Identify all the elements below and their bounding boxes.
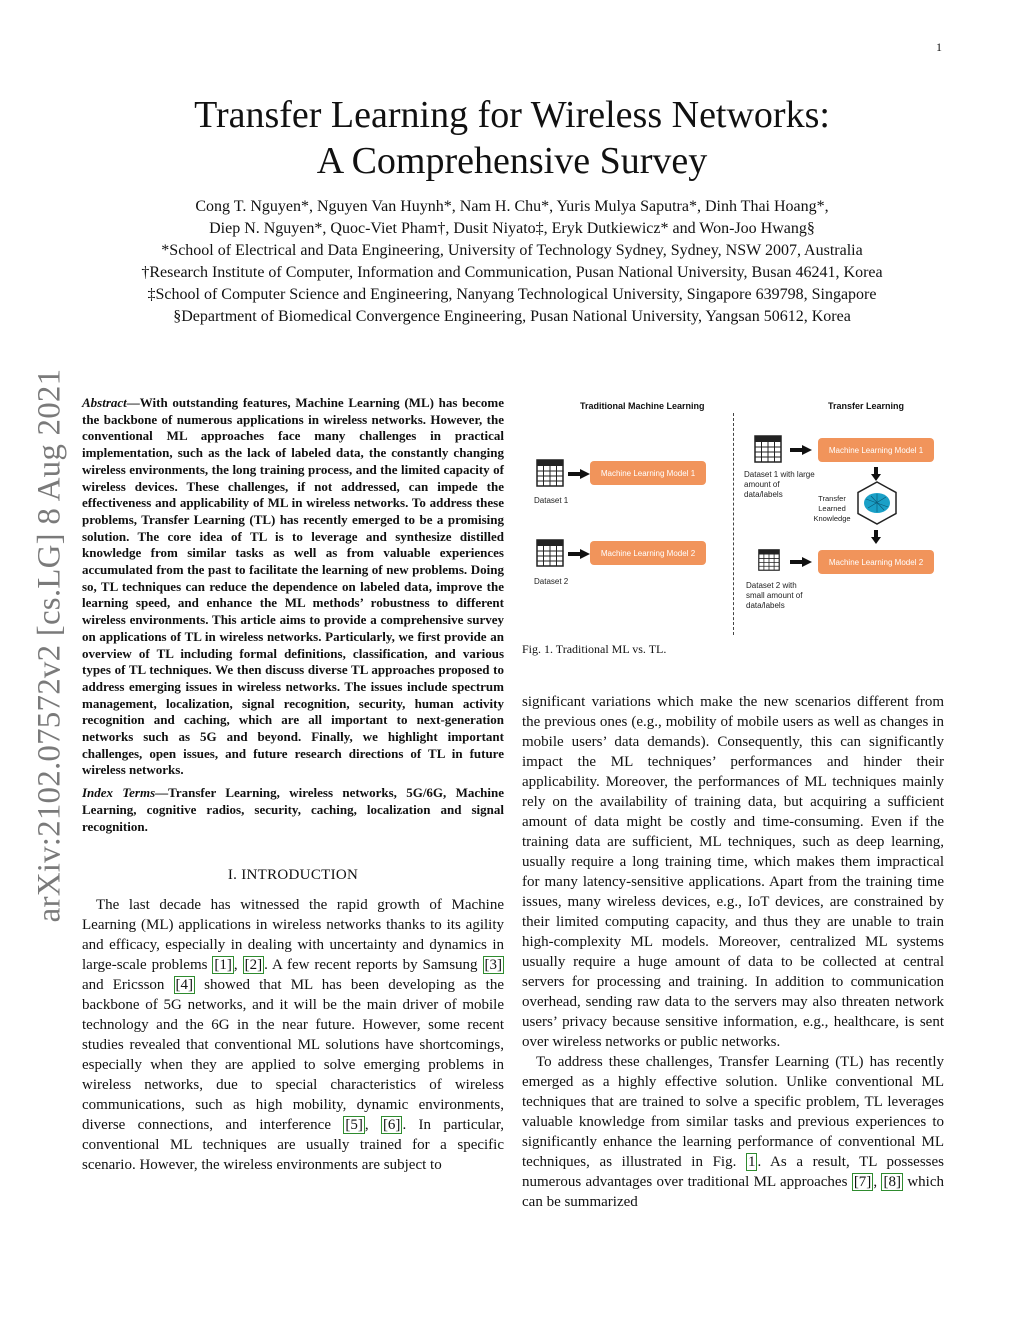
intro-paragraph-tl	[522, 1052, 944, 1212]
citation-link[interactable]: [3]	[484, 957, 502, 974]
intro-text: which can be summarized	[522, 1174, 944, 1210]
arxiv-identifier-text: arXiv:2102.07572v2 [cs.LG] 8 Aug 2021	[31, 368, 68, 922]
intro-paragraph-1	[82, 895, 504, 1175]
affiliation-4: §Department of Biomedical Convergence Engineering, Pusan National University, Yangsan 50612, Korea	[173, 308, 851, 325]
intro-text: ,	[364, 1117, 381, 1134]
citation-link[interactable]: [7]	[853, 1174, 872, 1190]
affiliation-3: ‡School of Computer Science and Engineering, Nanyang Technological University, Singapore 639798, Singapore	[147, 286, 877, 303]
citation-link[interactable]: [6]	[382, 1117, 401, 1134]
paper-title-line-2: A Comprehensive Survey	[316, 140, 708, 182]
author-line-1: Cong T. Nguyen*, Nguyen Van Huynh*, Nam H. Chu*, Yuris Mulya Saputra*, Dinh Thai Hoang*,	[195, 198, 829, 215]
left-column	[82, 395, 504, 1175]
transfer-knowledge-label: Transfer Learned Knowledge	[813, 494, 851, 523]
figure-1	[522, 393, 944, 638]
tl-dataset-1-label: Dataset 1 with large amount of data/labels	[744, 470, 815, 499]
figure-divider	[733, 413, 734, 635]
index-terms	[82, 785, 504, 835]
citation-link[interactable]: [8]	[883, 1174, 901, 1190]
tl-dataset-2-label: Dataset 2 with small amount of data/labels	[746, 581, 803, 610]
arrow-down-icon	[871, 530, 881, 544]
citation-link[interactable]: [1]	[214, 957, 232, 974]
arrow-right-icon	[790, 557, 812, 567]
figure-heading-traditional: Traditional Machine Learning	[580, 401, 705, 411]
abstract	[82, 395, 504, 779]
intro-text: and Ericsson	[82, 977, 174, 994]
author-block	[60, 196, 964, 328]
citation-link[interactable]: [5]	[345, 1117, 363, 1134]
index-terms-label: Index Terms	[82, 785, 156, 801]
intro-text: showed that ML has been developing as the backbone of 5G networks, and it will be the main driver of mobile technology and the 6G in the near future. However, some recent studies revealed that conventional ML solutions have shortcomings, especially when they are applied to solve emerging problems in wireless networks, due to special characteristics of wireless communications, such as high mobility, dynamic environments, diverse connections, and interference	[82, 977, 504, 1134]
arxiv-identifier-stamp[interactable]	[20, 360, 80, 930]
figure-reference-link[interactable]: 1	[747, 1154, 756, 1170]
abstract-text: —With outstanding features, Machine Learning (ML) has become the backbone of numerous applications in wireless networks. However, the conventional ML approaches face many challenges in practical implementation, such as the lack of labeled data, the constantly changing wireless environments, the long training process, and the limited capacity of wireless devices. These challenges, if not addressed, can impede the effectiveness and applicability of ML in wireless networks. To address these problems, Transfer Learning (TL) has recently emerged to be a promising solution. The core idea of TL is to leverage and synthesize distilled knowledge from similar tasks as well as from valuable experiences accumulated from the past to facilitate the learning of new problems. Doing so, TL techniques can reduce the dependence on labeled data, improve the learning speed, and enhance the ML methods’ robustness to different wireless environments. This article aims to provide a comprehensive survey on applications of TL in wireless networks. Particularly, we first provide an overview of TL including formal definitions, classification, and various types of TL techniques. We then discuss diverse TL approaches proposed to address emerging issues in wireless networks. The issues include spectrum management, localization, signal recognition, security, human activity recognition and caching, which are all important to next-generation networks such as 5G and beyond. Finally, we highlight important challenges, open issues, and future research directions of TL in future wireless networks.	[82, 395, 504, 778]
intro-text: To address these challenges, Transfer Learning (TL) has recently emerged as a highly effective solution. Unlike conventional ML techniques that are trained to solve a specific problem, TL leverages valuable knowledge from similar tasks and previous experiences to significantly enhance the learning performance of conventional ML techniques, as illustrated in Fig.	[522, 1054, 944, 1170]
intro-text: ,	[233, 957, 243, 974]
dataset-table-icon	[754, 435, 782, 463]
dataset-table-icon	[758, 549, 780, 571]
section-heading-introduction: I. INTRODUCTION	[227, 867, 359, 884]
page-number: 1	[936, 40, 942, 54]
arrow-right-icon	[790, 445, 812, 455]
ml-model-2-box: Machine Learning Model 2	[590, 541, 706, 565]
citation-link[interactable]: [2]	[244, 957, 263, 974]
right-column	[522, 692, 944, 1212]
ml-model-1-box: Machine Learning Model 1	[590, 461, 706, 485]
figure-caption: Fig. 1. Traditional ML vs. TL.	[522, 642, 667, 656]
affiliation-2: †Research Institute of Computer, Information and Communication, Pusan National University, Busan 46241, Korea	[141, 264, 883, 281]
intro-text: ,	[873, 1174, 882, 1190]
figure-heading-transfer: Transfer Learning	[828, 401, 905, 411]
author-line-2: Diep N. Nguyen*, Quoc-Viet Pham†, Dusit Niyato‡, Eryk Dutkiewicz* and Won-Joo Hwang§	[209, 220, 815, 237]
arrow-right-icon	[568, 469, 590, 479]
dataset-1-label: Dataset 1	[534, 496, 569, 505]
intro-text: The last decade has witnessed the rapid growth of Machine Learning (ML) applications in wireless networks thanks to its agility and efficacy, especially in dealing with uncertainty and dynamics in large-scale problems	[82, 897, 504, 974]
intro-text: . As a result, TL possesses numerous advantages over traditional ML approaches	[522, 1154, 944, 1190]
arrow-down-icon	[871, 467, 881, 481]
affiliation-1: *School of Electrical and Data Engineering, University of Technology Sydney, Sydney, NSW 2007, Australia	[161, 242, 863, 259]
arrow-right-icon	[568, 549, 590, 559]
neural-network-knowledge-icon	[856, 481, 898, 525]
intro-text: . In particular, conventional ML techniques are usually trained for a specific scenario. However, the wireless environments are subject to	[82, 1117, 504, 1174]
intro-text: . A few recent reports by Samsung	[264, 957, 483, 974]
dataset-table-icon	[536, 459, 564, 487]
index-terms-text: —Transfer Learning, wireless networks, 5G/6G, Machine Learning, cognitive radios, security, caching, localization and signal recognition.	[82, 785, 504, 834]
tl-ml-model-1-box: Machine Learning Model 1	[818, 438, 934, 462]
abstract-label: Abstract	[82, 395, 127, 410]
title-block	[60, 92, 964, 328]
citation-link[interactable]: [4]	[175, 977, 194, 994]
paper-title-line-1: Transfer Learning for Wireless Networks:	[194, 94, 830, 136]
dataset-table-icon	[536, 539, 564, 567]
tl-ml-model-2-box: Machine Learning Model 2	[818, 550, 934, 574]
dataset-2-label: Dataset 2	[534, 577, 569, 586]
intro-paragraph-continued: significant variations which make the new scenarios different from the previous ones (e.g., mobility of mobile users as well as changes in mobile users’ data demands). Consequently, this can significantly impact the ML techniques’ performances and hinder their applicability. Moreover, the performances of ML techniques mainly rely on the availability of training data, but acquiring a sufficient amount of data might be costly and time-consuming. Even if the training data are sufficient, ML techniques, such as deep learning, usually require a long training time, which makes them impractical for many latency-sensitive applications. Apart from the training time issues, many wireless devices, e.g., IoT devices, are constrained by their limited computing capacity, and thus they are unable to train high-complexity ML models. Moreover, centralized ML systems usually require a huge amount of data to be collected at central servers for processing and training. In addition to communication overhead, sending raw data to the servers may also threaten network users’ privacy because sensitive information, e.g., healthcare, is sent over wireless networks or public networks.	[522, 694, 944, 1050]
